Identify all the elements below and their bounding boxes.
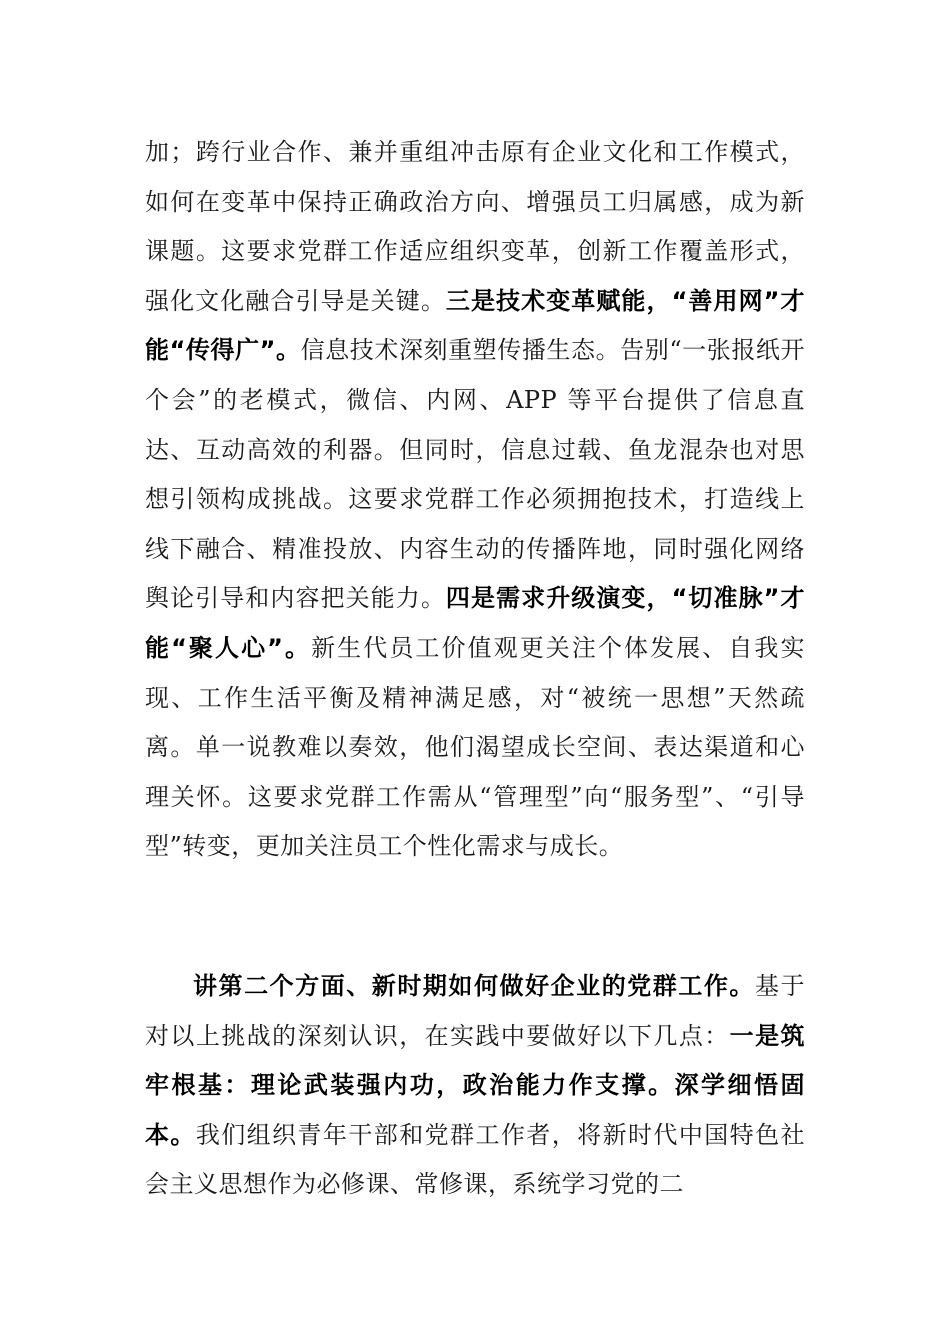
- bold-heading-tech-empowerment: 三是技术变革赋能，“善用网”才能“传得广”。: [145, 286, 806, 365]
- paragraph-text: 我们组织青年干部和党群工作者，将新时代中国特色社会主义思想作为必修课、常修课，系统学习党的二: [145, 1120, 806, 1199]
- paragraph-text: 信息技术深刻重塑传播生态。告别“一张报纸开个会”的老模式，微信、内网、APP 等平台提供了信息直达、互动高效的利器。但同时，信息过载、鱼龙混杂也对思想引领构成挑战。这要求党群工作必须拥抱技术，打造线上线下融合、精准投放、内容生动的传播阵地，同时强化网络舆论引导和内容把关能力。: [145, 336, 806, 613]
- paragraph-second-aspect: [145, 962, 805, 1210]
- bold-heading-second-aspect: 讲第二个方面、新时期如何做好企业的党群工作。: [193, 972, 755, 1000]
- paragraph-text: 基于对以上挑战的深刻认识，在实践中要做好以下几点：: [145, 972, 806, 1050]
- paragraph-challenges: [145, 128, 805, 872]
- bold-heading-first-point: 一是筑牢根基：理论武装强内功，政治能力作支撑。深学细悟固本。: [145, 1021, 806, 1149]
- paragraph-text: 新生代员工价值观更关注个体发展、自我实现、工作生活平衡及精神满足感，对“被统一思想”天然疏离。单一说教难以奏效，他们渴望成长空间、表达渠道和心理关怀。这要求党群工作需从“管理型”向“服务型”、“引导型”转变，更加关注员工个性化需求与成长。: [145, 633, 805, 861]
- bold-heading-demand-upgrade: 四是需求升级演变，“切准脉”才能“聚人心”。: [145, 584, 806, 662]
- paragraph-text: 加；跨行业合作、兼并重组冲击原有企业文化和工作模式，如何在变革中保持正确政治方向、增强员工归属感，成为新课题。这要求党群工作适应组织变革，创新工作覆盖形式，强化文化融合引导是关键。: [145, 138, 805, 315]
